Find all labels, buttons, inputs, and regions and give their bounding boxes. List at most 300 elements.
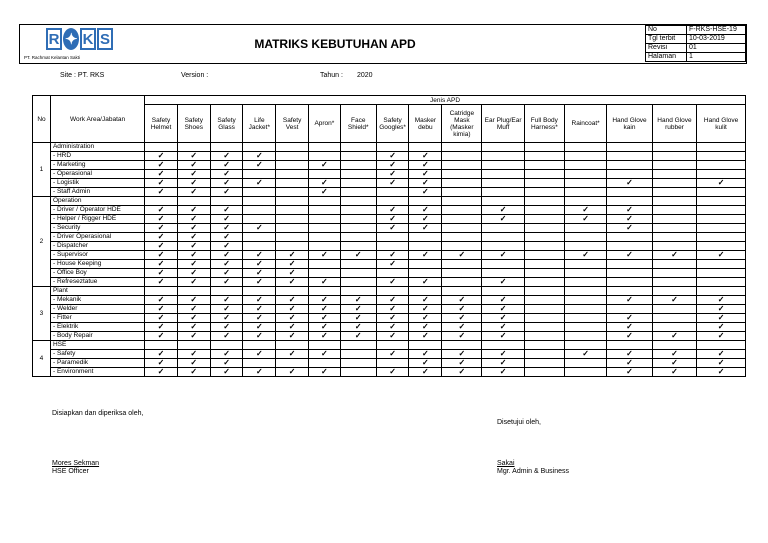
checkmark-icon: ✓	[210, 152, 243, 161]
site-label: Site : PT. RKS	[60, 72, 105, 79]
checkmark-icon: ✓	[177, 278, 210, 287]
empty-cell	[482, 188, 524, 197]
checkmark-icon: ✓	[276, 332, 309, 341]
logo-letter-k: K	[80, 28, 96, 50]
prepared-by-label: Disiapkan dan diperiksa oleh,	[52, 410, 144, 417]
company-name: PT. Rachmat Kelantan Sakti	[24, 55, 81, 60]
checkmark-icon: ✓	[243, 296, 276, 305]
empty-cell	[524, 215, 564, 224]
year-label: Tahun :	[320, 72, 343, 79]
empty-cell	[243, 197, 276, 206]
checkmark-icon: ✓	[697, 332, 746, 341]
empty-cell	[340, 350, 376, 359]
checkmark-icon: ✓	[697, 359, 746, 368]
checkmark-icon: ✓	[409, 323, 442, 332]
checkmark-icon: ✓	[376, 161, 409, 170]
checkmark-icon: ✓	[409, 215, 442, 224]
empty-cell	[564, 161, 606, 170]
checkmark-icon: ✓	[177, 188, 210, 197]
checkmark-icon: ✓	[376, 332, 409, 341]
checkmark-icon: ✓	[210, 188, 243, 197]
empty-cell	[607, 278, 652, 287]
empty-cell	[309, 260, 341, 269]
col-header-no: No	[33, 96, 51, 143]
checkmark-icon: ✓	[409, 350, 442, 359]
empty-cell	[442, 206, 482, 215]
empty-cell	[442, 152, 482, 161]
empty-cell	[340, 341, 376, 350]
checkmark-icon: ✓	[409, 161, 442, 170]
checkmark-icon: ✓	[145, 224, 178, 233]
empty-cell	[442, 260, 482, 269]
checkmark-icon: ✓	[210, 305, 243, 314]
empty-cell	[652, 314, 696, 323]
col-header-apd: Raincoat*	[564, 105, 606, 143]
checkmark-icon: ✓	[243, 251, 276, 260]
checkmark-icon: ✓	[376, 278, 409, 287]
checkmark-icon: ✓	[309, 323, 341, 332]
checkmark-icon: ✓	[177, 206, 210, 215]
empty-cell	[409, 260, 442, 269]
empty-cell	[697, 143, 746, 152]
checkmark-icon: ✓	[697, 314, 746, 323]
checkmark-icon: ✓	[482, 323, 524, 332]
checkmark-icon: ✓	[145, 314, 178, 323]
checkmark-icon: ✓	[376, 206, 409, 215]
empty-cell	[564, 332, 606, 341]
meta-value: F-RKS-HSE-19	[687, 26, 746, 35]
empty-cell	[243, 188, 276, 197]
checkmark-icon: ✓	[177, 269, 210, 278]
empty-cell	[340, 143, 376, 152]
table-row	[33, 278, 746, 287]
checkmark-icon: ✓	[145, 206, 178, 215]
empty-cell	[340, 260, 376, 269]
checkmark-icon: ✓	[409, 305, 442, 314]
checkmark-icon: ✓	[210, 359, 243, 368]
col-header-apd: Masker debu	[409, 105, 442, 143]
category-label: Administration	[50, 143, 144, 152]
work-area-name: - Operasional	[50, 170, 144, 179]
checkmark-icon: ✓	[243, 260, 276, 269]
checkmark-icon: ✓	[309, 179, 341, 188]
empty-cell	[376, 188, 409, 197]
checkmark-icon: ✓	[145, 251, 178, 260]
empty-cell	[697, 278, 746, 287]
empty-cell	[652, 188, 696, 197]
checkmark-icon: ✓	[442, 332, 482, 341]
col-header-apd: Catridge Mask (Masker kimia)	[442, 105, 482, 143]
checkmark-icon: ✓	[276, 251, 309, 260]
checkmark-icon: ✓	[409, 314, 442, 323]
work-area-name: - Office Boy	[50, 269, 144, 278]
checkmark-icon: ✓	[376, 305, 409, 314]
checkmark-icon: ✓	[309, 350, 341, 359]
checkmark-icon: ✓	[697, 251, 746, 260]
col-header-apd: Safety Helmet	[145, 105, 178, 143]
document-title: MATRIKS KEBUTUHAN APD	[254, 37, 416, 51]
checkmark-icon: ✓	[145, 278, 178, 287]
checkmark-icon: ✓	[409, 332, 442, 341]
empty-cell	[524, 233, 564, 242]
checkmark-icon: ✓	[652, 359, 696, 368]
checkmark-icon: ✓	[243, 305, 276, 314]
empty-cell	[652, 179, 696, 188]
empty-cell	[482, 170, 524, 179]
checkmark-icon: ✓	[210, 170, 243, 179]
col-header-apd: Safety Googles*	[376, 105, 409, 143]
table-row	[33, 368, 746, 377]
empty-cell	[524, 251, 564, 260]
checkmark-icon: ✓	[409, 152, 442, 161]
empty-cell	[564, 260, 606, 269]
empty-cell	[442, 179, 482, 188]
checkmark-icon: ✓	[376, 260, 409, 269]
apd-matrix-table	[32, 95, 746, 377]
col-header-jenis-apd: Jenis APD	[145, 96, 746, 105]
checkmark-icon: ✓	[376, 323, 409, 332]
checkmark-icon: ✓	[177, 323, 210, 332]
empty-cell	[652, 161, 696, 170]
empty-cell	[340, 269, 376, 278]
empty-cell	[442, 269, 482, 278]
checkmark-icon: ✓	[442, 350, 482, 359]
checkmark-icon: ✓	[210, 332, 243, 341]
checkmark-icon: ✓	[482, 332, 524, 341]
empty-cell	[697, 233, 746, 242]
empty-cell	[564, 179, 606, 188]
empty-cell	[482, 161, 524, 170]
checkmark-icon: ✓	[276, 278, 309, 287]
checkmark-icon: ✓	[482, 296, 524, 305]
checkmark-icon: ✓	[177, 296, 210, 305]
checkmark-icon: ✓	[210, 314, 243, 323]
empty-cell	[276, 143, 309, 152]
checkmark-icon: ✓	[210, 224, 243, 233]
empty-cell	[524, 341, 564, 350]
work-area-name: - Fitter	[50, 314, 144, 323]
work-area-name: - Driver / Operator HDE	[50, 206, 144, 215]
empty-cell	[482, 179, 524, 188]
empty-cell	[564, 323, 606, 332]
checkmark-icon: ✓	[652, 368, 696, 377]
checkmark-icon: ✓	[482, 215, 524, 224]
empty-cell	[607, 143, 652, 152]
checkmark-icon: ✓	[409, 278, 442, 287]
checkmark-icon: ✓	[210, 323, 243, 332]
checkmark-icon: ✓	[607, 206, 652, 215]
approved-by-label: Disetujui oleh,	[497, 419, 541, 426]
checkmark-icon: ✓	[145, 368, 178, 377]
empty-cell	[564, 233, 606, 242]
work-area-name: - Helper / Rigger HDE	[50, 215, 144, 224]
checkmark-icon: ✓	[276, 269, 309, 278]
work-area-name: - Marketing	[50, 161, 144, 170]
col-header-apd: Hand Glove kain	[607, 105, 652, 143]
empty-cell	[697, 206, 746, 215]
checkmark-icon: ✓	[309, 278, 341, 287]
col-header-apd: Apron*	[309, 105, 341, 143]
checkmark-icon: ✓	[340, 251, 376, 260]
table-row	[33, 188, 746, 197]
checkmark-icon: ✓	[243, 152, 276, 161]
checkmark-icon: ✓	[607, 215, 652, 224]
empty-cell	[524, 350, 564, 359]
checkmark-icon: ✓	[607, 314, 652, 323]
document-header	[19, 24, 747, 64]
empty-cell	[442, 224, 482, 233]
checkmark-icon: ✓	[276, 368, 309, 377]
company-logo	[20, 25, 128, 63]
empty-cell	[524, 314, 564, 323]
apd-table-body	[33, 143, 746, 377]
checkmark-icon: ✓	[145, 359, 178, 368]
empty-cell	[607, 161, 652, 170]
empty-cell	[276, 161, 309, 170]
empty-cell	[442, 278, 482, 287]
checkmark-icon: ✓	[482, 350, 524, 359]
empty-cell	[524, 260, 564, 269]
document-meta-table	[645, 25, 746, 62]
empty-cell	[697, 215, 746, 224]
empty-cell	[652, 215, 696, 224]
category-label: Operation	[50, 197, 144, 206]
checkmark-icon: ✓	[177, 242, 210, 251]
checkmark-icon: ✓	[409, 188, 442, 197]
prepared-by-name: Mores Sekman	[52, 460, 100, 467]
checkmark-icon: ✓	[482, 305, 524, 314]
work-area-name: - Mekanik	[50, 296, 144, 305]
checkmark-icon: ✓	[376, 251, 409, 260]
work-area-name: - Welder	[50, 305, 144, 314]
checkmark-icon: ✓	[442, 296, 482, 305]
checkmark-icon: ✓	[409, 224, 442, 233]
checkmark-icon: ✓	[340, 314, 376, 323]
empty-cell	[652, 260, 696, 269]
empty-cell	[697, 161, 746, 170]
empty-cell	[340, 215, 376, 224]
empty-cell	[340, 179, 376, 188]
empty-cell	[309, 143, 341, 152]
empty-cell	[243, 233, 276, 242]
col-header-apd: Ear Plug/Ear Muff	[482, 105, 524, 143]
checkmark-icon: ✓	[607, 332, 652, 341]
checkmark-icon: ✓	[697, 368, 746, 377]
empty-cell	[442, 188, 482, 197]
checkmark-icon: ✓	[145, 233, 178, 242]
checkmark-icon: ✓	[482, 278, 524, 287]
checkmark-icon: ✓	[564, 350, 606, 359]
empty-cell	[276, 188, 309, 197]
empty-cell	[524, 161, 564, 170]
empty-cell	[564, 296, 606, 305]
empty-cell	[697, 152, 746, 161]
checkmark-icon: ✓	[145, 152, 178, 161]
checkmark-icon: ✓	[607, 368, 652, 377]
checkmark-icon: ✓	[409, 179, 442, 188]
checkmark-icon: ✓	[210, 215, 243, 224]
checkmark-icon: ✓	[697, 305, 746, 314]
empty-cell	[340, 188, 376, 197]
checkmark-icon: ✓	[177, 170, 210, 179]
prepared-by-title: HSE Officer	[52, 468, 89, 475]
checkmark-icon: ✓	[276, 260, 309, 269]
meta-value: 10-03-2019	[687, 35, 746, 44]
empty-cell	[340, 197, 376, 206]
empty-cell	[652, 170, 696, 179]
approved-by-title: Mgr. Admin & Business	[497, 468, 569, 475]
checkmark-icon: ✓	[145, 242, 178, 251]
checkmark-icon: ✓	[697, 179, 746, 188]
table-row	[33, 332, 746, 341]
empty-cell	[564, 269, 606, 278]
checkmark-icon: ✓	[442, 305, 482, 314]
checkmark-icon: ✓	[652, 251, 696, 260]
empty-cell	[442, 215, 482, 224]
empty-cell	[524, 179, 564, 188]
table-row	[33, 260, 746, 269]
table-row	[33, 179, 746, 188]
empty-cell	[340, 368, 376, 377]
col-header-apd: Hand Glove rubber	[652, 105, 696, 143]
empty-cell	[482, 152, 524, 161]
checkmark-icon: ✓	[177, 260, 210, 269]
group-number: 3	[33, 287, 51, 341]
table-row	[33, 224, 746, 233]
empty-cell	[697, 224, 746, 233]
work-area-name: - Staff Admin	[50, 188, 144, 197]
checkmark-icon: ✓	[177, 332, 210, 341]
checkmark-icon: ✓	[309, 251, 341, 260]
empty-cell	[482, 143, 524, 152]
checkmark-icon: ✓	[243, 368, 276, 377]
checkmark-icon: ✓	[376, 350, 409, 359]
logo-letter-r: R	[46, 28, 62, 50]
checkmark-icon: ✓	[276, 323, 309, 332]
col-header-apd: Life Jacket*	[243, 105, 276, 143]
checkmark-icon: ✓	[607, 296, 652, 305]
empty-cell	[564, 287, 606, 296]
checkmark-icon: ✓	[243, 179, 276, 188]
checkmark-icon: ✓	[607, 251, 652, 260]
checkmark-icon: ✓	[177, 350, 210, 359]
checkmark-icon: ✓	[340, 332, 376, 341]
checkmark-icon: ✓	[177, 152, 210, 161]
empty-cell	[524, 242, 564, 251]
meta-label: Halaman	[646, 53, 687, 62]
empty-cell	[276, 224, 309, 233]
checkmark-icon: ✓	[442, 359, 482, 368]
empty-cell	[524, 305, 564, 314]
checkmark-icon: ✓	[409, 206, 442, 215]
empty-cell	[697, 269, 746, 278]
empty-cell	[564, 224, 606, 233]
empty-cell	[442, 170, 482, 179]
checkmark-icon: ✓	[409, 368, 442, 377]
checkmark-icon: ✓	[564, 251, 606, 260]
checkmark-icon: ✓	[145, 296, 178, 305]
checkmark-icon: ✓	[442, 314, 482, 323]
checkmark-icon: ✓	[309, 161, 341, 170]
checkmark-icon: ✓	[482, 359, 524, 368]
group-number: 2	[33, 197, 51, 287]
col-header-apd: Safety Vest	[276, 105, 309, 143]
checkmark-icon: ✓	[145, 323, 178, 332]
checkmark-icon: ✓	[243, 323, 276, 332]
checkmark-icon: ✓	[243, 161, 276, 170]
checkmark-icon: ✓	[210, 350, 243, 359]
checkmark-icon: ✓	[210, 278, 243, 287]
checkmark-icon: ✓	[607, 323, 652, 332]
col-header-apd: Safety Glass	[210, 105, 243, 143]
checkmark-icon: ✓	[210, 251, 243, 260]
work-area-name: - Logistik	[50, 179, 144, 188]
empty-cell	[697, 188, 746, 197]
checkmark-icon: ✓	[243, 314, 276, 323]
checkmark-icon: ✓	[340, 323, 376, 332]
empty-cell	[524, 278, 564, 287]
empty-cell	[564, 305, 606, 314]
work-area-name: - Security	[50, 224, 144, 233]
work-area-name: - Refreseztatue	[50, 278, 144, 287]
empty-cell	[524, 269, 564, 278]
empty-cell	[564, 359, 606, 368]
checkmark-icon: ✓	[607, 359, 652, 368]
col-header-apd: Hand Glove kulit	[697, 105, 746, 143]
checkmark-icon: ✓	[177, 215, 210, 224]
checkmark-icon: ✓	[276, 305, 309, 314]
checkmark-icon: ✓	[607, 179, 652, 188]
empty-cell	[607, 152, 652, 161]
empty-cell	[309, 197, 341, 206]
empty-cell	[524, 224, 564, 233]
empty-cell	[524, 197, 564, 206]
empty-cell	[652, 143, 696, 152]
empty-cell	[340, 233, 376, 242]
checkmark-icon: ✓	[177, 161, 210, 170]
empty-cell	[652, 152, 696, 161]
empty-cell	[652, 206, 696, 215]
checkmark-icon: ✓	[243, 224, 276, 233]
checkmark-icon: ✓	[564, 215, 606, 224]
work-area-name: - Environment	[50, 368, 144, 377]
checkmark-icon: ✓	[210, 368, 243, 377]
empty-cell	[697, 197, 746, 206]
table-row	[33, 350, 746, 359]
work-area-name: - Body Repair	[50, 332, 144, 341]
checkmark-icon: ✓	[210, 233, 243, 242]
checkmark-icon: ✓	[210, 260, 243, 269]
checkmark-icon: ✓	[409, 170, 442, 179]
checkmark-icon: ✓	[652, 296, 696, 305]
checkmark-icon: ✓	[210, 206, 243, 215]
checkmark-icon: ✓	[309, 332, 341, 341]
checkmark-icon: ✓	[309, 368, 341, 377]
empty-cell	[652, 278, 696, 287]
checkmark-icon: ✓	[442, 251, 482, 260]
checkmark-icon: ✓	[376, 296, 409, 305]
checkmark-icon: ✓	[309, 305, 341, 314]
category-label: Plant	[50, 287, 144, 296]
checkmark-icon: ✓	[145, 305, 178, 314]
checkmark-icon: ✓	[145, 188, 178, 197]
empty-cell	[442, 161, 482, 170]
checkmark-icon: ✓	[177, 224, 210, 233]
table-row	[33, 233, 746, 242]
checkmark-icon: ✓	[145, 179, 178, 188]
empty-cell	[276, 152, 309, 161]
checkmark-icon: ✓	[145, 161, 178, 170]
